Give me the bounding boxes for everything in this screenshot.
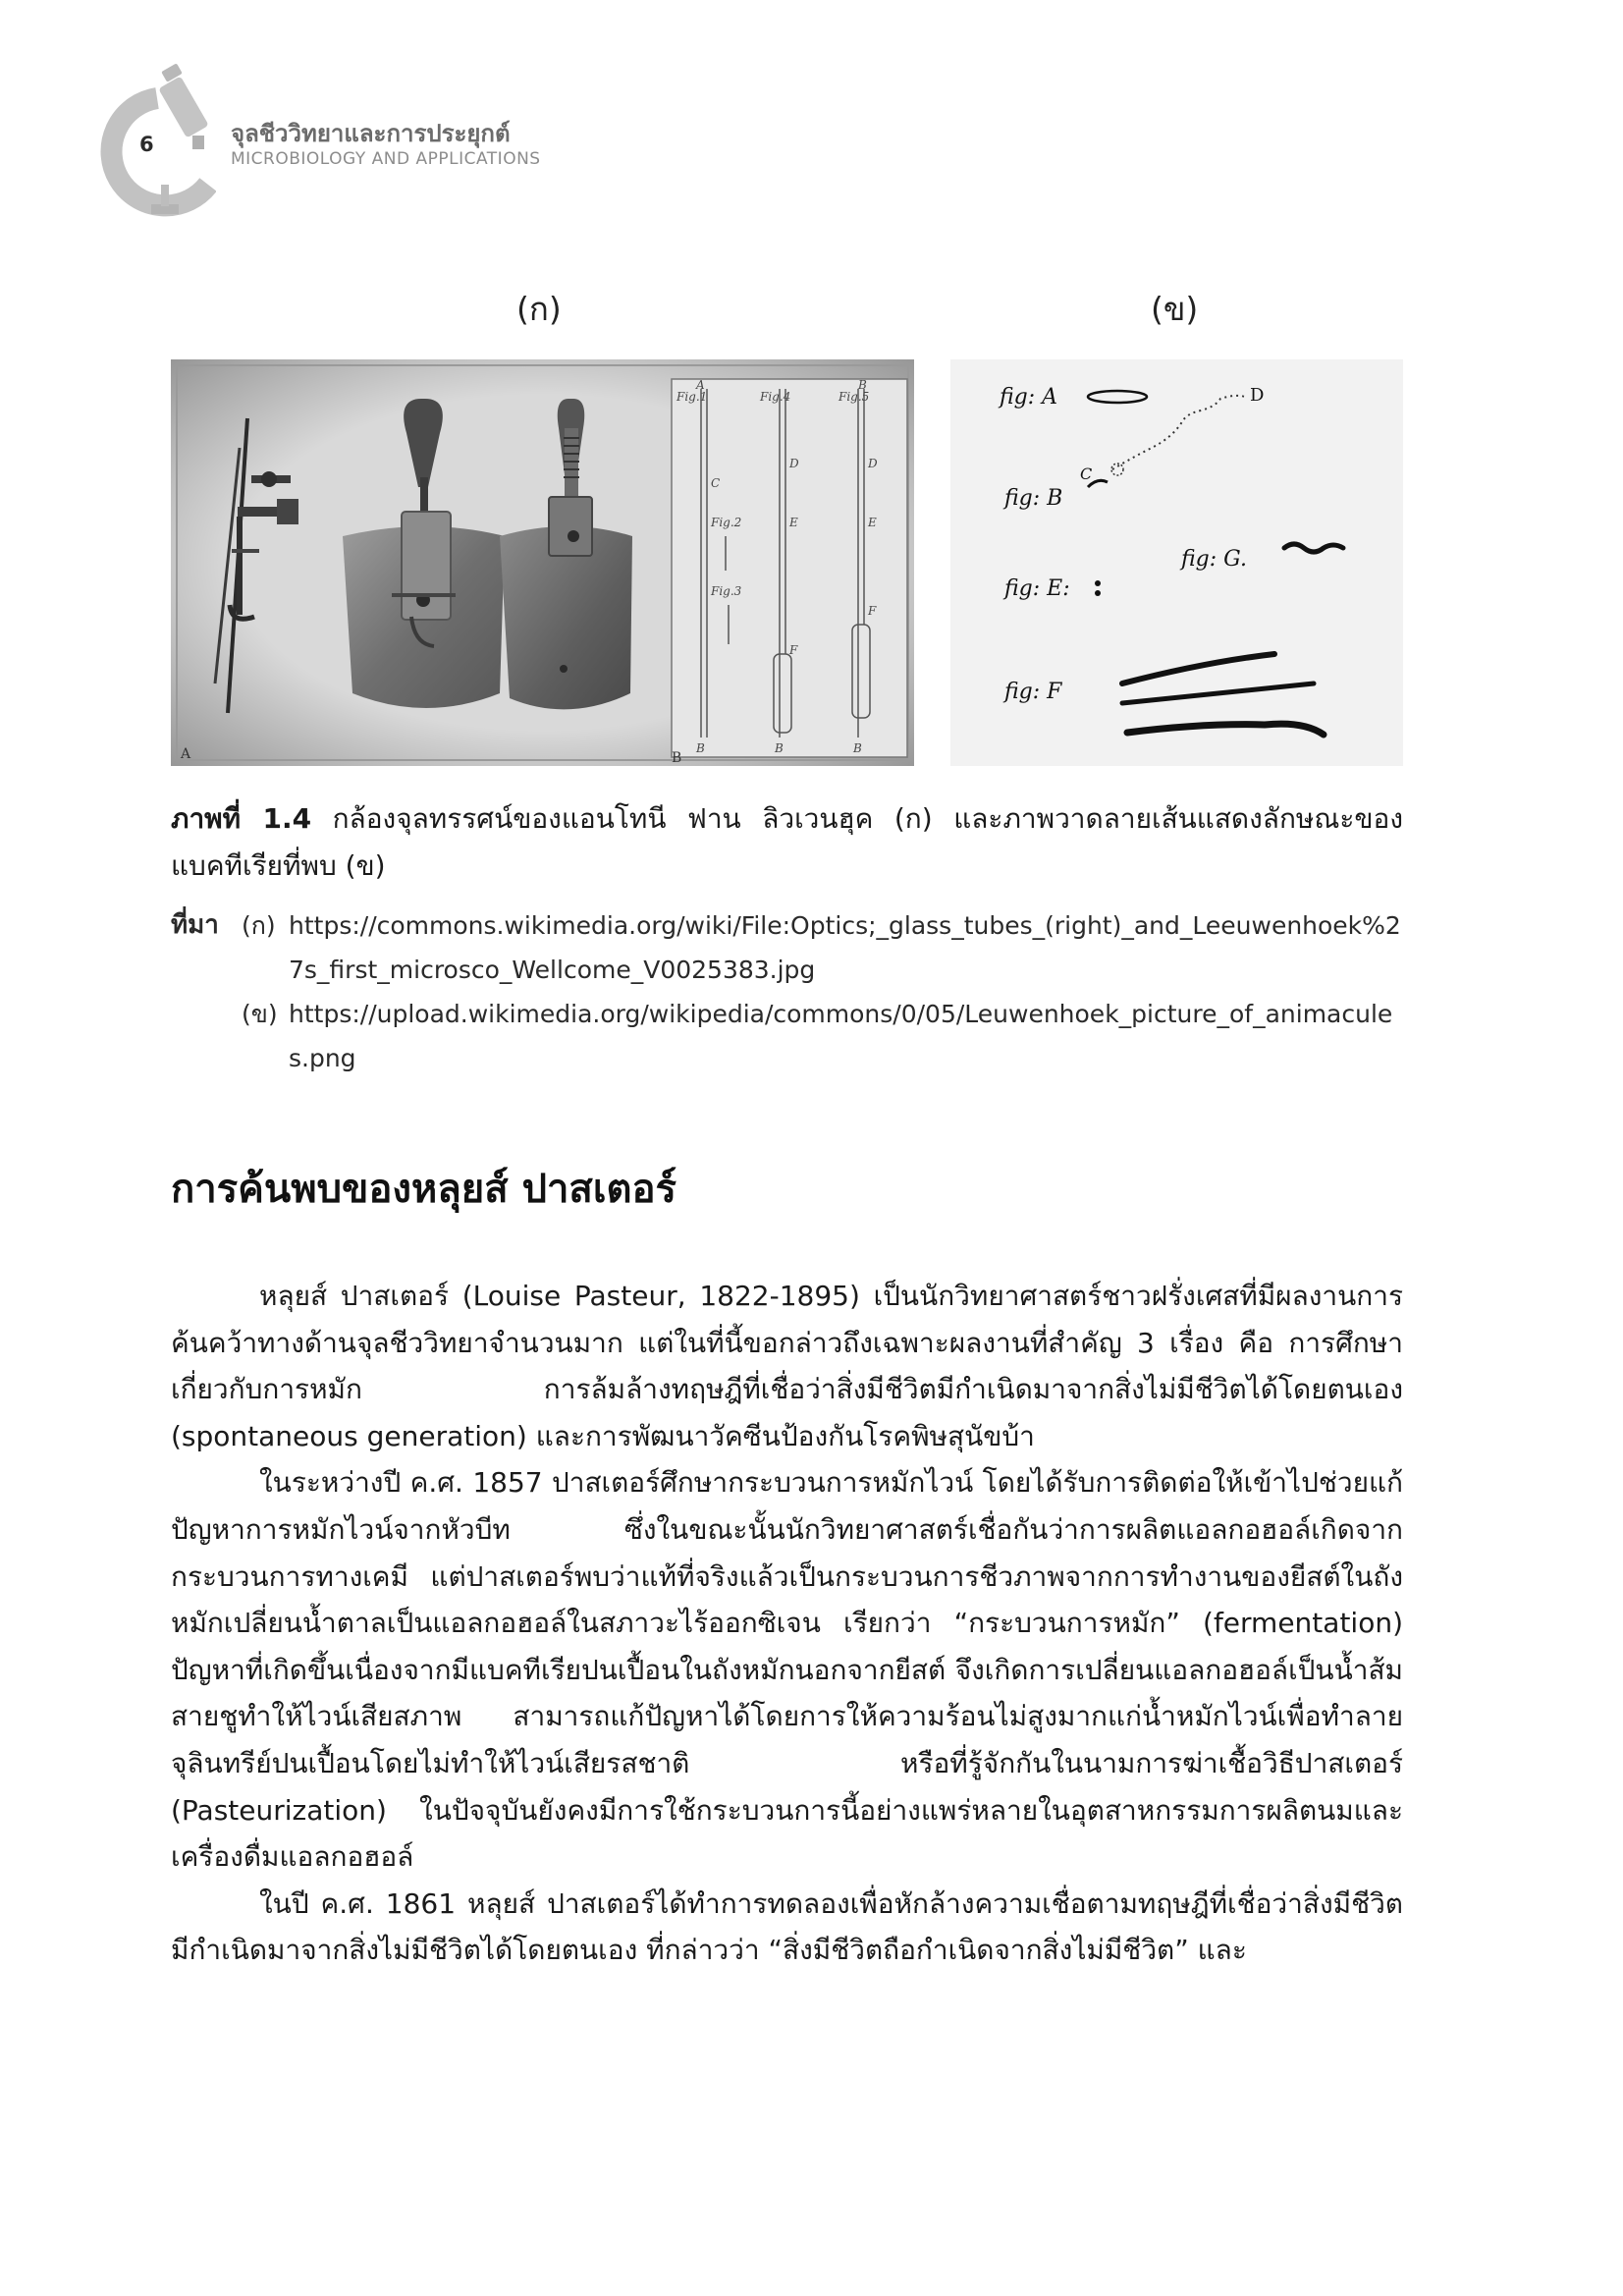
svg-text:E: E xyxy=(789,516,798,529)
paragraph-1: หลุยส์ ปาสเตอร์ (Louise Pasteur, 1822-1895) เป็นนักวิทยาศาสตร์ชาวฝรั่งเศสที่มีผลงานการค้นคว้าทางด้านจุลชีววิทยาจำนวนมาก แต่ในที่นี้ขอกล่าวถึงเฉพาะผลงานที่สำคัญ 3 เรื่อง คือ การศึกษาเกี่ยวกับการหมัก การล้มล้างทฤษฎีที่เชื่อว่าสิ่งมีชีวิตมีกำเนิดมาจากสิ่งไม่มีชีวิตได้โดยตนเอง (spontaneous generation) และการพัฒนาวัคซีนป้องกันโรคพิษสุนัขบ้า xyxy=(171,1280,1403,1452)
source-link-a[interactable]: https://commons.wikimedia.org/wiki/File:Optics;_glass_tubes_(right)_and_Leeuwenhoek%27s_first_microsco_Wellcome_V0025383.jpg xyxy=(289,911,1401,984)
panel-a-letter-a: A xyxy=(181,746,191,762)
figure-caption xyxy=(171,795,1403,890)
section-heading: การค้นพบของหลุยส์ ปาสเตอร์ xyxy=(171,1167,676,1212)
svg-text:F: F xyxy=(789,643,798,657)
animalcules-drawing xyxy=(950,359,1403,766)
fig-g-label: fig: G. xyxy=(1181,547,1247,572)
svg-text:Fig.4: Fig.4 xyxy=(760,390,791,404)
svg-text:B: B xyxy=(853,741,862,755)
running-header xyxy=(98,59,609,221)
source-entry-b xyxy=(171,992,1408,1085)
figure-caption-text: กล้องจุลทรรศน์ของแอนโทนี ฟาน ลิวเวนฮุค (ก) และภาพวาดลายเส้นแสดงลักษณะของแบคทีเรียที่พบ (ข) xyxy=(171,802,1404,882)
paragraph-3: ในปี ค.ศ. 1861 หลุยส์ ปาสเตอร์ได้ทำการทดลองเพื่อหักล้างความเชื่อตามทฤษฎีที่เชื่อว่าสิ่งมีชีวิตมีกำเนิดมาจากสิ่งไม่มีชีวิตได้โดยตนเอง ที่กล่าวว่า “สิ่งมีชีวิตถือกำเนิดจากสิ่งไม่มีชีวิต” และ xyxy=(171,1886,1403,1967)
microscope-icon xyxy=(98,59,216,221)
figure-panel-b xyxy=(950,359,1403,766)
svg-text:F: F xyxy=(868,604,877,618)
source-link-b[interactable]: https://upload.wikimedia.org/wikipedia/commons/0/05/Leuwenhoek_picture_of_animacules.png xyxy=(289,1000,1393,1072)
page-number: 6 xyxy=(139,133,154,156)
svg-text:D: D xyxy=(789,457,799,470)
svg-text:D: D xyxy=(868,457,878,470)
figure-panel-a xyxy=(171,359,914,766)
figure-label-a: (ก) xyxy=(516,290,562,328)
svg-text:C: C xyxy=(711,476,721,490)
svg-text:B: B xyxy=(696,741,705,755)
svg-text:B: B xyxy=(858,378,867,392)
svg-text:Fig.3: Fig.3 xyxy=(711,584,742,598)
source-entry-a xyxy=(171,903,1408,997)
svg-text:Fig.5: Fig.5 xyxy=(839,390,870,404)
glass-tubes-plate xyxy=(672,378,907,757)
source-label: ที่มา xyxy=(171,910,219,940)
fig-b-label: fig: B xyxy=(1004,486,1063,511)
figure-caption-label: ภาพที่ 1.4 xyxy=(171,802,312,835)
svg-text:Fig.2: Fig.2 xyxy=(711,516,742,529)
fig-d-label: D xyxy=(1250,385,1265,406)
book-subtitle: MICROBIOLOGY AND APPLICATIONS xyxy=(231,149,541,169)
fig-a-label: fig: A xyxy=(1000,385,1058,410)
fig-c-label: C xyxy=(1080,465,1093,483)
svg-text:A: A xyxy=(696,378,705,392)
source-mark-b: (ข) xyxy=(242,1000,278,1028)
body-text xyxy=(171,1273,1403,1974)
book-title: จุลชีววิทยาและการประยุกต์ xyxy=(231,120,511,147)
paragraph-2: ในระหว่างปี ค.ศ. 1857 ปาสเตอร์ศึกษากระบวนการหมักไวน์ โดยได้รับการติดต่อให้เข้าไปช่วยแก้ปัญหาการหมักไวน์จากหัวบีท ซึ่งในขณะนั้นนักวิทยาศาสตร์เชื่อกันว่าการผลิตแอลกอฮอล์เกิดจากกระบวนการทางเคมี แต่ปาสเตอร์พบว่าแท้ที่จริงแล้วเป็นกระบวนการชีวภาพจากการทำงานของยีสต์ในถังหมักเปลี่ยนน้ำตาลเป็นแอลกอฮอล์ในสภาวะไร้ออกซิเจน เรียกว่า “กระบวนการหมัก” (fermentation) ปัญหาที่เกิดขึ้นเนื่องจากมีแบคทีเรียปนเปื้อนในถังหมักนอกจากยีสต์ จึงเกิดการเปลี่ยนแอลกอฮอล์เป็นน้ำส้มสายชูทำให้ไวน์เสียสภาพ สามารถแก้ปัญหาได้โดยการให้ความร้อนไม่สูงมากแก่น้ำหมักไวน์เพื่อทำลายจุลินทรีย์ปนเปื้อนโดยไม่ทำให้ไวน์เสียรสชาติ หรือที่รู้จักกันในนามการฆ่าเชื้อวิธีปาสเตอร์ (Pasteurization) ในปัจจุบันยังคงมีการใช้กระบวนการนี้อย่างแพร่หลายในอุตสาหกรรมการผลิตนมและเครื่องดื่มแอลกอฮอล์ xyxy=(171,1466,1403,1874)
svg-text:B: B xyxy=(775,741,784,755)
leeuwenhoek-microscope-illustration xyxy=(171,359,914,766)
fig-e-label: fig: E: xyxy=(1004,576,1070,601)
figure-label-b: (ข) xyxy=(1151,290,1199,328)
panel-a-letter-b: B xyxy=(672,750,682,766)
svg-text:Fig.1: Fig.1 xyxy=(676,390,708,404)
fig-f-label: fig: F xyxy=(1004,680,1062,704)
source-mark-a: (ก) xyxy=(242,911,276,940)
svg-text:E: E xyxy=(868,516,877,529)
